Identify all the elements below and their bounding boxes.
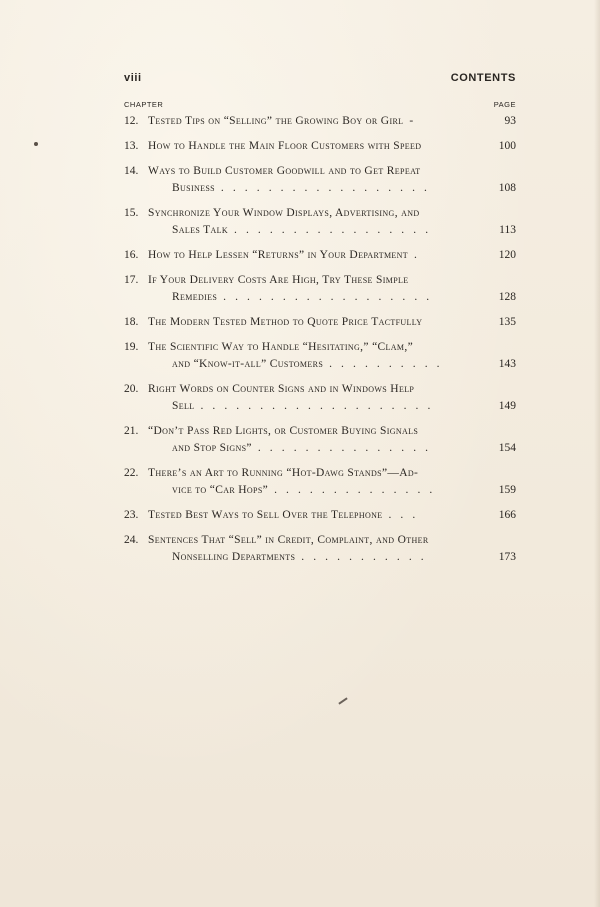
page-number: 149 [498,400,516,412]
chapter-title-continued [148,398,482,415]
toc-entry-17 [124,272,516,306]
chapter-title: The Modern Tested Method to Quote Price Tactfully [148,316,423,328]
chapter-title-line2: and Stop Signs” [172,442,252,454]
toc-entry-23 [124,507,516,524]
chapter-title-line2: Sell [172,400,195,412]
chapter-title: If Your Delivery Costs Are High, Try These Simple [148,274,409,286]
page-number: 154 [498,442,516,454]
chapter-title: Tested Best Ways to Sell Over the Telephone [148,509,383,521]
paper-speck [34,142,38,146]
chapter-title-continued [148,289,482,306]
chapter-number: 24. [124,534,139,546]
toc-entry-16 [124,247,516,264]
page-column-label: PAGE [493,100,516,109]
dot-leader: . . . . . . . . . . [323,358,443,370]
chapter-number: 21. [124,425,139,437]
toc-entry-18 [124,314,516,331]
chapter-title: The Scientific Way to Handle “Hesitating,” “Clam,” [148,341,414,353]
chapter-title: Synchronize Your Window Displays, Advertising, and [148,207,420,219]
chapter-title-continued [148,222,482,239]
chapter-number: 19. [124,341,139,353]
page-number: 128 [498,291,516,303]
dot-leader: . [408,249,420,261]
chapter-title-line2: Sales Talk [172,224,229,236]
page-number: 166 [498,509,516,521]
chapter-title-continued [148,356,482,373]
chapter-title: How to Help Lessen “Returns” in Your Department [148,249,409,261]
chapter-number: 15. [124,207,139,219]
chapter-title-continued [148,180,482,197]
chapter-title-line2: and “Know-it-all” Customers [172,358,324,370]
chapter-title: Tested Tips on “Selling” the Growing Boy or Girl [148,115,404,127]
chapter-number: 20. [124,383,139,395]
toc-entry-14 [124,163,516,197]
page-number: 113 [499,224,516,236]
page-number: 93 [504,115,516,127]
toc-entry-13 [124,138,516,155]
chapter-number: 12. [124,115,139,127]
chapter-title-continued [148,549,482,566]
chapter-title: There’s an Art to Running “Hot-Dawg Stands”—Ad- [148,467,419,479]
dot-leader: . . . . . . . . . . . . . . . . . . . . [194,400,434,412]
page-number: 120 [498,249,516,261]
chapter-title-continued [148,482,482,499]
chapter-number: 17. [124,274,139,286]
chapter-title: Right Words on Counter Signs and in Windows Help [148,383,415,395]
chapter-number: 14. [124,165,139,177]
toc-entry-24 [124,532,516,566]
dot-leader: . . . . . . . . . . . . . . . . . . [217,291,433,303]
contents-list [124,113,516,574]
chapter-title: Sentences That “Sell” in Credit, Complaint, and Other [148,534,429,546]
pencil-mark [338,697,347,704]
chapter-number: 13. [124,140,139,152]
chapter-number: 18. [124,316,139,328]
chapter-title-line2: Business [172,182,215,194]
dot-leader: . . . . . . . . . . . . . . [268,484,436,496]
chapter-number: 22. [124,467,139,479]
chapter-title: “Don’t Pass Red Lights, or Customer Buying Signals [148,425,419,437]
page-number: 135 [498,316,516,328]
dot-leader: . . . . . . . . . . . . . . . [251,442,432,454]
chapter-title: Ways to Build Customer Goodwill and to Get Repeat [148,165,421,177]
chapter-title-line2: Remedies [172,291,218,303]
running-head [124,72,516,88]
page-number: 100 [498,140,516,152]
chapter-title-continued [148,440,482,457]
toc-entry-20 [124,381,516,415]
chapter-number: 16. [124,249,139,261]
dot-leader: . . . . . . . . . . . . . . . . . . [214,182,431,194]
toc-entry-15 [124,205,516,239]
page-number: 173 [498,551,516,563]
toc-entry-19 [124,339,516,373]
page-folio: viii [124,72,142,84]
chapter-title: How to Handle the Main Floor Customers with Speed [148,140,422,152]
chapter-column-label: CHAPTER [124,100,164,109]
page-number: 143 [498,358,516,370]
toc-entry-22 [124,465,516,499]
chapter-number: 23. [124,509,139,521]
page-number: 159 [498,484,516,496]
dot-leader: - [403,115,417,127]
page-number: 108 [498,182,516,194]
page-title: CONTENTS [450,72,516,84]
dot-leader: . . . . . . . . . . . [295,551,427,563]
toc-entry-21 [124,423,516,457]
dot-leader: . . . . . . . . . . . . . . . . . [228,224,432,236]
chapter-title-line2: vice to “Car Hops” [172,484,269,496]
column-headings [124,100,516,112]
dot-leader: . . . [382,509,419,521]
chapter-title-line2: Nonselling Departments [172,551,296,563]
toc-entry-12 [124,113,516,130]
